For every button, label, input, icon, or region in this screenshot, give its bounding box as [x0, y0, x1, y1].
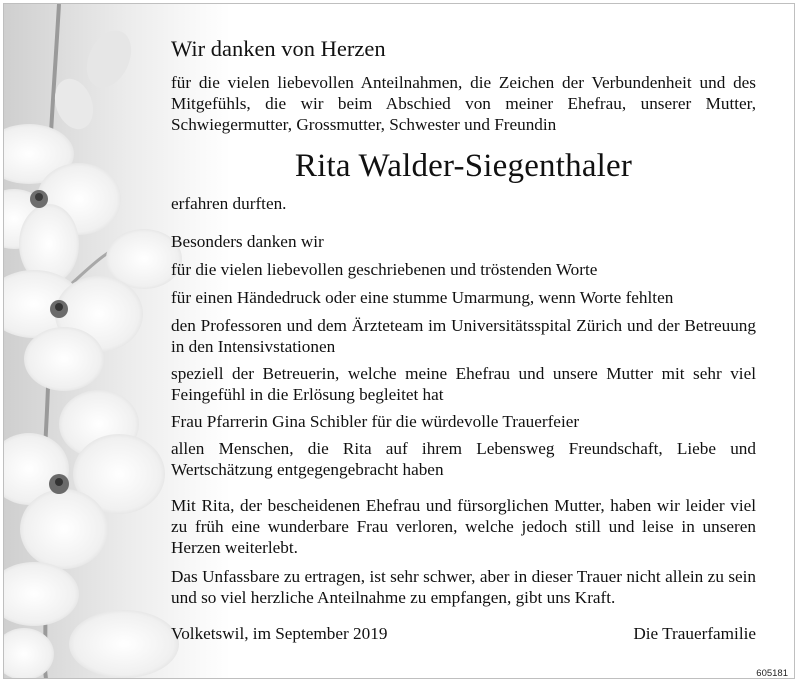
- thanks-item: für die vielen liebevollen geschriebenen und tröstenden Worte: [171, 260, 598, 279]
- notice-heading: Wir danken von Herzen: [171, 36, 386, 61]
- thanks-item: für einen Händedruck oder eine stumme Umarmung, wenn Worte fehlten: [171, 288, 674, 307]
- thanks-item: speziell der Betreuerin, welche meine Ehefrau und unsere Mutter mit sehr viel Feingefühl in die Erlösung begleitet hat: [171, 364, 756, 404]
- thanks-item: allen Menschen, die Rita auf ihrem Lebensweg Freundschaft, Liebe und Wertschätzung entgegengebracht haben: [171, 439, 756, 479]
- ad-code: 605181: [756, 668, 788, 679]
- after-name-text: erfahren durften.: [171, 194, 287, 213]
- closing-paragraph-1: Mit Rita, der bescheidenen Ehefrau und fürsorglichen Mutter, haben wir leider viel zu früh eine wunderbare Frau verloren, welche jedoch still und leise in unseren Herzen weiterlebt.: [171, 496, 756, 557]
- thanks-item: den Professoren und dem Ärzteteam im Universitätsspital Zürich und der Betreuung in den Intensivstationen: [171, 316, 756, 356]
- notice-footer: [171, 623, 756, 644]
- closing-paragraph-2: Das Unfassbare zu ertragen, ist sehr schwer, aber in dieser Trauer nicht allein zu sein und so viel herzliche Anteilnahme zu empfangen, gibt uns Kraft.: [171, 567, 756, 607]
- deceased-name: Rita Walder-Siegenthaler: [294, 148, 633, 184]
- signature: Die Trauerfamilie: [633, 624, 756, 643]
- thanks-item: Frau Pfarrerin Gina Schibler für die würdevolle Trauerfeier: [171, 412, 580, 431]
- thanks-intro: Besonders danken wir: [171, 232, 324, 251]
- place-date: Volketswil, im September 2019: [171, 624, 388, 643]
- notice-text: [171, 30, 756, 644]
- intro-text: für die vielen liebevollen Anteilnahmen, die Zeichen der Verbundenheit und des Mitgefühls, die wir beim Abschied von meiner Ehefrau, unserer Mutter, Schwiegermutter, Grossmutter, Schwester und Freundin: [171, 73, 756, 134]
